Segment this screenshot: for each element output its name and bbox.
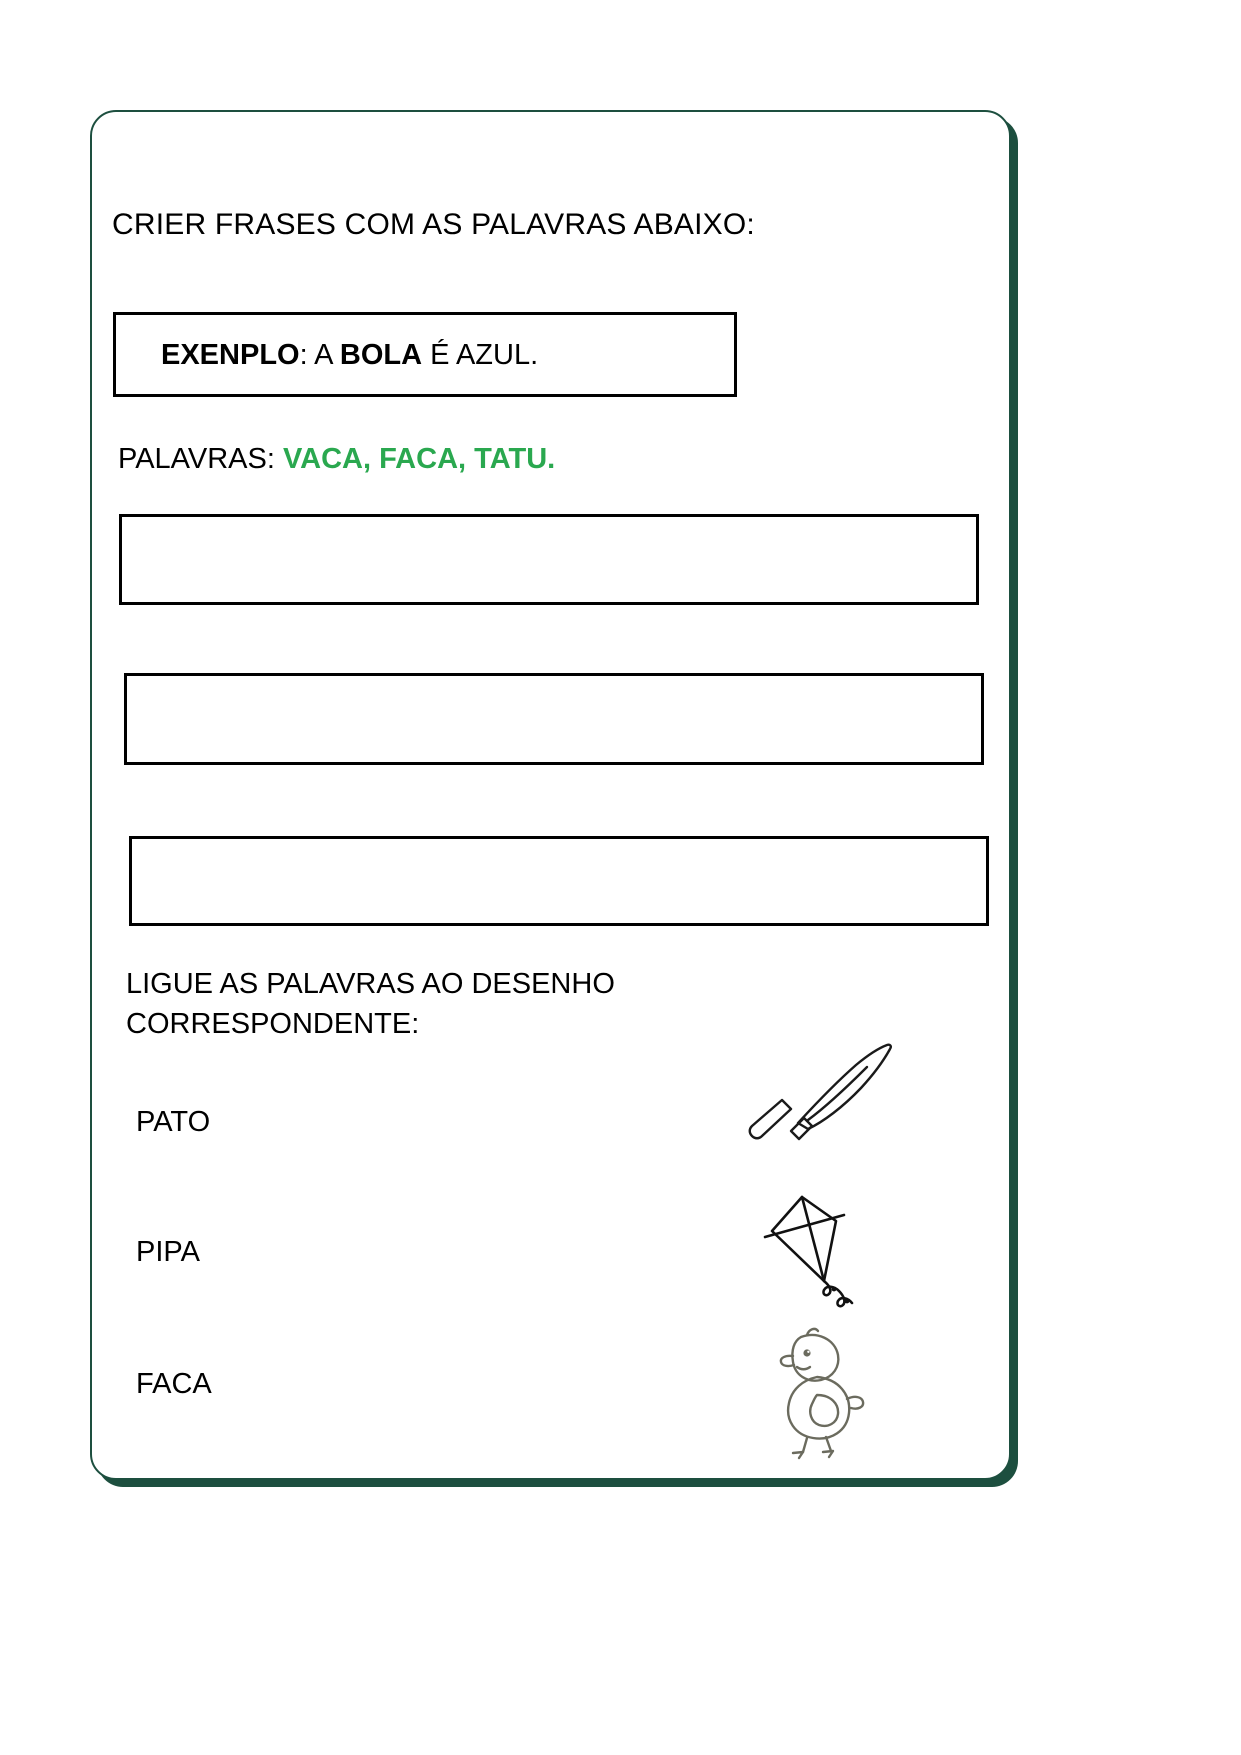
answer-box-2[interactable] [124, 673, 984, 765]
answer-box-1[interactable] [119, 514, 979, 605]
example-label: EXENPLO [161, 339, 300, 371]
page-title: CRIER FRASES COM AS PALAVRAS ABAIXO: [112, 208, 755, 241]
match-word-pato[interactable]: PATO [136, 1106, 211, 1138]
palavras-word-list: VACA, FACA, TATU. [282, 443, 556, 475]
example-tail: É AZUL. [422, 339, 539, 371]
kite-icon[interactable] [760, 1185, 885, 1310]
example-sentence [161, 339, 538, 372]
duck-icon[interactable] [755, 1325, 880, 1460]
example-highlight-word: BOLA [339, 339, 423, 371]
match-word-pipa[interactable]: PIPA [136, 1236, 200, 1268]
example-box [113, 312, 737, 397]
matching-instruction [126, 964, 615, 1044]
answer-box-3[interactable] [129, 836, 989, 926]
match-word-faca[interactable]: FACA [136, 1368, 212, 1400]
matching-instruction-line-2: CORRESPONDENTE: [126, 1008, 420, 1040]
palavras-label: PALAVRAS: [118, 443, 283, 475]
example-separator: : A [299, 339, 340, 371]
palavras-line [118, 443, 555, 476]
matching-instruction-line-1: LIGUE AS PALAVRAS AO DESENHO [126, 968, 615, 1000]
knife-icon[interactable] [735, 1030, 900, 1150]
